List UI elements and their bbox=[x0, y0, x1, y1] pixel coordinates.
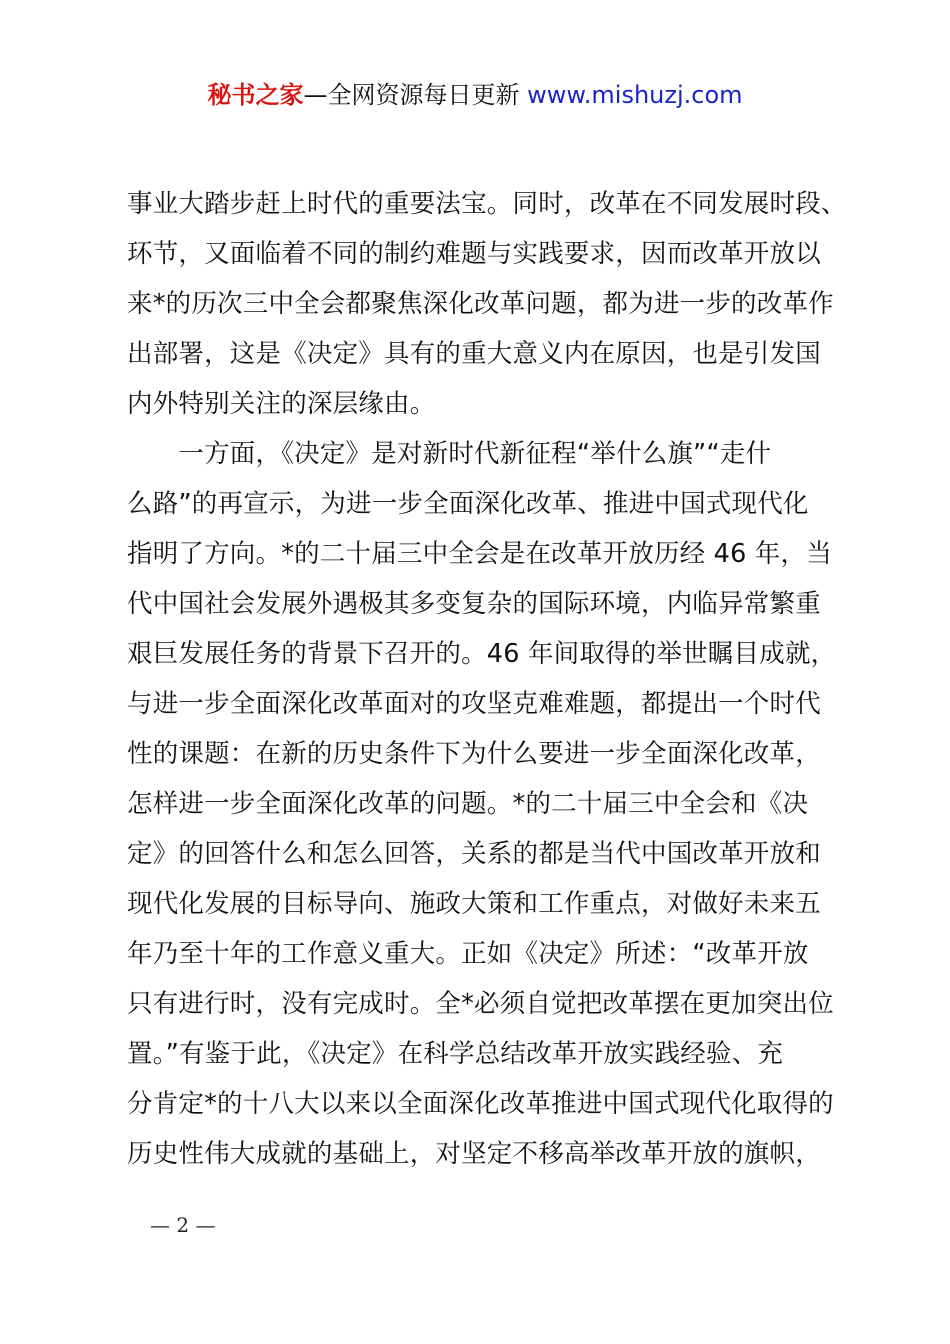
text-line: 历史性伟大成就的基础上，对坚定不移高举改革开放的旗帜， bbox=[127, 1139, 821, 1169]
text-line: 来*的历次三中全会都聚焦深化改革问题，都为进一步的改革作 bbox=[127, 289, 834, 319]
text-line: 么路”的再宣示，为进一步全面深化改革、推进中国式现代化 bbox=[127, 489, 809, 519]
text-line: 内外特别关注的深层缘由。 bbox=[127, 389, 436, 419]
text-line: 出部署，这是《决定》具有的重大意义内在原因，也是引发国 bbox=[127, 339, 821, 369]
text-line: 指明了方向。*的二十届三中全会是在改革开放历经 46 年，当 bbox=[127, 539, 832, 569]
text-line: 分肯定*的十八大以来以全面深化改革推进中国式现代化取得的 bbox=[127, 1089, 834, 1119]
text-line: 艰巨发展任务的背景下召开的。46 年间取得的举世瞩目成就， bbox=[127, 639, 837, 669]
text-line: 置。”有鉴于此，《决定》在科学总结改革开放实践经验、充 bbox=[127, 1039, 784, 1069]
text-line: 年乃至十年的工作意义重大。正如《决定》所述：“改革开放 bbox=[127, 939, 809, 969]
site-header bbox=[0, 78, 950, 112]
text-line: 怎样进一步全面深化改革的问题。*的二十届三中全会和《决 bbox=[127, 789, 809, 819]
text-line: 事业大踏步赶上时代的重要法宝。同时，改革在不同发展时段、 bbox=[127, 189, 847, 219]
header-tagline: —全网资源每日更新 bbox=[303, 81, 528, 109]
text-line: 只有进行时，没有完成时。全*必须自觉把改革摆在更加突出位 bbox=[127, 989, 834, 1019]
text-line: 现代化发展的目标导向、施政大策和工作重点，对做好未来五 bbox=[127, 889, 821, 919]
page-number: — 2 — bbox=[150, 1213, 216, 1237]
document-body bbox=[127, 179, 847, 1179]
header-url-link[interactable]: www.mishuzj.com bbox=[527, 81, 743, 109]
text-line: 性的课题：在新的历史条件下为什么要进一步全面深化改革， bbox=[127, 739, 821, 769]
text-line: 一方面，《决定》是对新时代新征程“举什么旗”“走什 bbox=[127, 439, 772, 469]
text-line: 代中国社会发展外遇极其多变复杂的国际环境，内临异常繁重 bbox=[127, 589, 821, 619]
text-line: 与进一步全面深化改革面对的攻坚克难难题，都提出一个时代 bbox=[127, 689, 821, 719]
text-line: 环节，又面临着不同的制约难题与实践要求，因而改革开放以 bbox=[127, 239, 821, 269]
brand-name: 秘书之家 bbox=[207, 81, 304, 109]
text-line: 定》的回答什么和怎么回答，关系的都是当代中国改革开放和 bbox=[127, 839, 821, 869]
